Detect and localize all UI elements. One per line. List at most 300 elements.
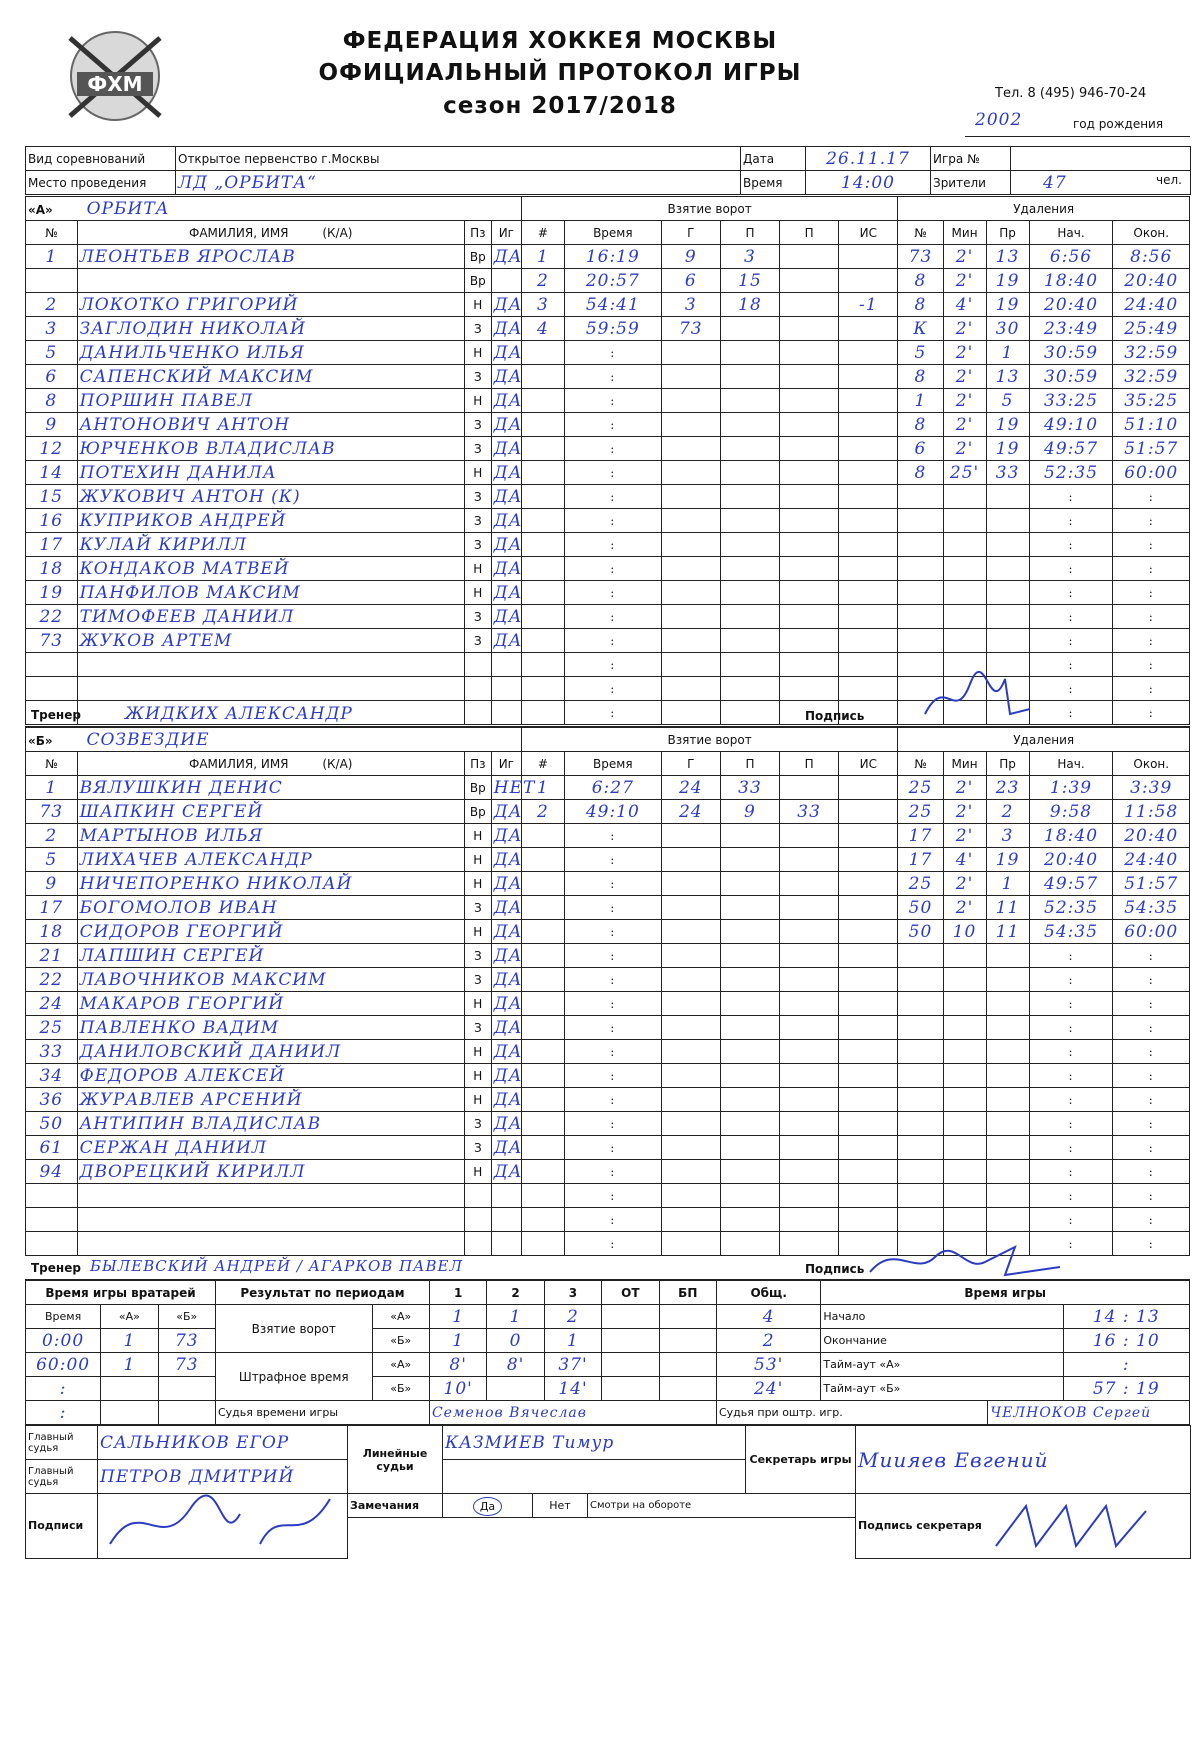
goal-assist2 [780, 776, 839, 800]
goal-is [839, 1112, 898, 1136]
goal-n [521, 872, 564, 896]
gk-title: Время игры вратарей [26, 1281, 216, 1305]
info-table [25, 146, 1191, 195]
player-name: ДВОРЕЦКИЙ КИРИЛЛ [77, 1160, 464, 1184]
player-pos: З [464, 1112, 491, 1136]
table-row [26, 848, 1190, 872]
player-name [77, 269, 464, 293]
pen-start: : [1029, 677, 1113, 701]
pen-start: : [1029, 1208, 1113, 1232]
pen-min [943, 944, 986, 968]
goal-time: : [564, 677, 661, 701]
pen-start: : [1029, 653, 1113, 677]
pen-pr [986, 1064, 1029, 1088]
goal-assist1 [720, 824, 779, 848]
goal-time: : [564, 341, 661, 365]
goal-assist1 [720, 1064, 779, 1088]
goal-assist2 [780, 485, 839, 509]
col-time: Время [564, 221, 661, 245]
goal-scorer [661, 533, 720, 557]
pen-no: 5 [898, 341, 943, 365]
spect-cell [1011, 171, 1191, 195]
goal-scorer [661, 1208, 720, 1232]
player-name: ФЕДОРОВ АЛЕКСЕЙ [77, 1064, 464, 1088]
pen-min: 2' [943, 872, 986, 896]
player-pos: Н [464, 872, 491, 896]
goal-assist1 [720, 1112, 779, 1136]
player-no: 15 [26, 485, 78, 509]
pen-start: : [1029, 1040, 1113, 1064]
goal-assist2 [780, 653, 839, 677]
goal-assist2 [780, 341, 839, 365]
pen-pr [986, 605, 1029, 629]
goal-time: : [564, 896, 661, 920]
player-plays: ДА [491, 1112, 521, 1136]
pen-min [943, 605, 986, 629]
player-plays: ДА [491, 944, 521, 968]
player-pos: З [464, 533, 491, 557]
goal-assist1 [720, 872, 779, 896]
player-no: 94 [26, 1160, 78, 1184]
officials-table [25, 1425, 1191, 1559]
goal-scorer [661, 365, 720, 389]
pen-pr [986, 1040, 1029, 1064]
player-pos: Н [464, 1064, 491, 1088]
player-pos: Н [464, 920, 491, 944]
goals-b-tag: «Б» [372, 1329, 429, 1353]
pen-end: : [1113, 509, 1190, 533]
goal-assist2 [780, 872, 839, 896]
pen-no [898, 944, 943, 968]
player-name: ЮРЧЕНКОВ ВЛАДИСЛАВ [77, 437, 464, 461]
goal-is [839, 776, 898, 800]
table-row [26, 461, 1190, 485]
player-no: 19 [26, 581, 78, 605]
player-no: 73 [26, 800, 78, 824]
col-time-b: Время [564, 752, 661, 776]
pen-min: 10 [943, 920, 986, 944]
goal-n: 2 [521, 269, 564, 293]
signs-cell [98, 1494, 348, 1559]
pen-start: : [1029, 581, 1113, 605]
player-no: 17 [26, 533, 78, 557]
goal-n: 2 [521, 800, 564, 824]
player-plays: ДА [491, 413, 521, 437]
goal-is [839, 872, 898, 896]
pen-start: 20:40 [1029, 293, 1113, 317]
player-plays: ДА [491, 800, 521, 824]
goal-assist2 [780, 629, 839, 653]
pen-start: : [1029, 1064, 1113, 1088]
goal-time: : [564, 701, 661, 725]
player-name: ЗАГЛОДИН НИКОЛАЙ [77, 317, 464, 341]
goal-scorer [661, 341, 720, 365]
table-row [26, 1208, 1190, 1232]
player-pos: З [464, 944, 491, 968]
player-pos: Н [464, 1160, 491, 1184]
goal-is [839, 317, 898, 341]
season-title: сезон 2017/2018 [443, 93, 677, 119]
goal-assist1: 9 [720, 800, 779, 824]
goal-assist1 [720, 605, 779, 629]
player-name: АНТОНОВИЧ АНТОН [77, 413, 464, 437]
table-row [26, 1016, 1190, 1040]
pen-pr: 11 [986, 920, 1029, 944]
pen-no [898, 1184, 943, 1208]
pen-no: 1 [898, 389, 943, 413]
player-no: 34 [26, 1064, 78, 1088]
col-g: Г [661, 221, 720, 245]
pen-no: 17 [898, 824, 943, 848]
player-no: 25 [26, 1016, 78, 1040]
spect-value: 47 [1043, 172, 1067, 193]
player-pos: Н [464, 992, 491, 1016]
goal-assist2 [780, 461, 839, 485]
end-label: Окончание [821, 1329, 1063, 1353]
pen-pr: 19 [986, 413, 1029, 437]
team-b-sign-label: Подпись [805, 1262, 865, 1276]
player-plays: ДА [491, 317, 521, 341]
player-name: СЕРЖАН ДАНИИЛ [77, 1136, 464, 1160]
pen-min: 2' [943, 365, 986, 389]
player-plays: ДА [491, 968, 521, 992]
col-start: Нач. [1029, 221, 1113, 245]
player-pos: З [464, 605, 491, 629]
lines: КАЗМИЕВ Тимур [443, 1426, 746, 1460]
pen-start: : [1029, 509, 1113, 533]
pen-start: : [1029, 1232, 1113, 1256]
pen-min [943, 1184, 986, 1208]
player-no: 8 [26, 389, 78, 413]
remarks-label: Замечания [348, 1494, 443, 1518]
player-plays: ДА [491, 581, 521, 605]
player-plays: ДА [491, 896, 521, 920]
goal-n [521, 677, 564, 701]
to-a-label: Тайм-аут «А» [821, 1353, 1063, 1377]
goal-time: 16:19 [564, 245, 661, 269]
col-min-b: Мин [943, 752, 986, 776]
player-name: КУПРИКОВ АНДРЕЙ [77, 509, 464, 533]
goal-n: 1 [521, 776, 564, 800]
player-plays: ДА [491, 920, 521, 944]
pen-end: 32:59 [1113, 365, 1190, 389]
goal-is [839, 605, 898, 629]
game-label: Игра № [931, 147, 1011, 171]
pen-end: : [1113, 677, 1190, 701]
place-label: Место проведения [26, 171, 176, 195]
pen-start: 18:40 [1029, 269, 1113, 293]
goal-time: : [564, 944, 661, 968]
lines-label: Линейные судьи [348, 1426, 443, 1494]
goal-n [521, 389, 564, 413]
goal-is [839, 1136, 898, 1160]
pen-pr [986, 1136, 1029, 1160]
player-pos: З [464, 509, 491, 533]
goal-is [839, 800, 898, 824]
player-name: ПОРШИН ПАВЕЛ [77, 389, 464, 413]
table-row [26, 341, 1190, 365]
player-plays: ДА [491, 245, 521, 269]
goal-assist1 [720, 581, 779, 605]
col-hash-b: # [521, 752, 564, 776]
pen-min [943, 485, 986, 509]
player-no: 1 [26, 245, 78, 269]
player-plays [491, 1184, 521, 1208]
goal-is [839, 1208, 898, 1232]
goal-assist2 [780, 896, 839, 920]
pen-no: 17 [898, 848, 943, 872]
player-plays: ДА [491, 1016, 521, 1040]
player-pos: З [464, 317, 491, 341]
pen-start: 6:56 [1029, 245, 1113, 269]
pen-end: : [1113, 1184, 1190, 1208]
pen-no [898, 533, 943, 557]
header [0, 0, 1192, 150]
goal-is [839, 245, 898, 269]
pen-min [943, 1112, 986, 1136]
pen-start: : [1029, 1160, 1113, 1184]
goal-is [839, 992, 898, 1016]
goal-scorer [661, 413, 720, 437]
goal-assist2 [780, 992, 839, 1016]
goal-time: : [564, 485, 661, 509]
pen-pr: 19 [986, 293, 1029, 317]
team-b-name-cell [26, 728, 522, 752]
goal-is [839, 461, 898, 485]
pen-start: 30:59 [1029, 341, 1113, 365]
pen-no [898, 1136, 943, 1160]
player-no [26, 269, 78, 293]
pen-start: 49:57 [1029, 437, 1113, 461]
goal-time: : [564, 1088, 661, 1112]
player-name: ЖУКОВ АРТЕМ [77, 629, 464, 653]
player-plays: ДА [491, 365, 521, 389]
goal-n [521, 920, 564, 944]
player-pos: З [464, 1016, 491, 1040]
goal-n [521, 1040, 564, 1064]
goal-n [521, 1184, 564, 1208]
goal-n [521, 533, 564, 557]
goal-n: 1 [521, 245, 564, 269]
player-name: ДАНИЛОВСКИЙ ДАНИИЛ [77, 1040, 464, 1064]
col-min: Мин [943, 221, 986, 245]
goal-is [839, 1064, 898, 1088]
pen-end: : [1113, 581, 1190, 605]
table-row [26, 1136, 1190, 1160]
goal-assist2 [780, 581, 839, 605]
player-no: 1 [26, 776, 78, 800]
pen-end: : [1113, 944, 1190, 968]
goal-assist2 [780, 920, 839, 944]
player-pos: З [464, 365, 491, 389]
goal-assist2 [780, 293, 839, 317]
pen-pr: 19 [986, 437, 1029, 461]
goal-scorer [661, 920, 720, 944]
pen-start: 9:58 [1029, 800, 1113, 824]
pen-end: 54:35 [1113, 896, 1190, 920]
pen-no [898, 992, 943, 1016]
player-name: ЛИХАЧЕВ АЛЕКСАНДР [77, 848, 464, 872]
player-pos [464, 1184, 491, 1208]
goal-time: : [564, 605, 661, 629]
player-plays [491, 269, 521, 293]
player-pos: З [464, 1136, 491, 1160]
pen-end: : [1113, 1064, 1190, 1088]
pen-min [943, 1160, 986, 1184]
pen-end: : [1113, 968, 1190, 992]
player-pos [464, 677, 491, 701]
table-row [26, 557, 1190, 581]
player-no [26, 1184, 78, 1208]
pim-b-total: 24' [716, 1377, 820, 1401]
pen-no: 50 [898, 896, 943, 920]
pen-end: : [1113, 653, 1190, 677]
team-a-signature-icon [915, 664, 1035, 724]
goal-n [521, 1208, 564, 1232]
res-p2: 2 [487, 1281, 544, 1305]
player-pos: З [464, 896, 491, 920]
col-start-b: Нач. [1029, 752, 1113, 776]
goal-assist2 [780, 1064, 839, 1088]
secretary-sign-cell: Подпись секретаря [856, 1494, 1191, 1559]
table-row [26, 629, 1190, 653]
goal-n: 4 [521, 317, 564, 341]
player-no: 22 [26, 605, 78, 629]
goal-n [521, 824, 564, 848]
goal-scorer [661, 1160, 720, 1184]
goal-assist2: 33 [780, 800, 839, 824]
player-pos: Вр [464, 269, 491, 293]
player-no: 17 [26, 896, 78, 920]
goal-time: : [564, 1040, 661, 1064]
pen-pr [986, 944, 1029, 968]
goal-n [521, 605, 564, 629]
player-plays: ДА [491, 485, 521, 509]
pen-min: 2' [943, 776, 986, 800]
goal-assist1 [720, 1232, 779, 1256]
player-plays: ДА [491, 461, 521, 485]
pen-end: 3:39 [1113, 776, 1190, 800]
pen-start: 20:40 [1029, 848, 1113, 872]
pen-end: : [1113, 701, 1190, 725]
goal-n: 3 [521, 293, 564, 317]
pen-pr [986, 581, 1029, 605]
pen-end: 51:57 [1113, 437, 1190, 461]
table-row [26, 1184, 1190, 1208]
pen-no: 25 [898, 872, 943, 896]
goal-scorer [661, 824, 720, 848]
goal-assist1 [720, 944, 779, 968]
pen-pr [986, 1208, 1029, 1232]
goal-n [521, 1160, 564, 1184]
goal-n [521, 1136, 564, 1160]
goal-time: : [564, 920, 661, 944]
pen-min [943, 992, 986, 1016]
pen-pr: 2 [986, 800, 1029, 824]
pen-start: : [1029, 533, 1113, 557]
player-no: 5 [26, 341, 78, 365]
pen-min [943, 557, 986, 581]
goal-time: : [564, 1112, 661, 1136]
player-name: ЛОКОТКО ГРИГОРИЙ [77, 293, 464, 317]
pen-min [943, 533, 986, 557]
player-name: ВЯЛУШКИН ДЕНИС [77, 776, 464, 800]
player-pos [464, 1208, 491, 1232]
goal-is [839, 677, 898, 701]
pen-min [943, 1040, 986, 1064]
pen-pr [986, 557, 1029, 581]
goal-time: : [564, 509, 661, 533]
col-p1-b: П [720, 752, 779, 776]
player-pos: Н [464, 581, 491, 605]
goal-scorer [661, 461, 720, 485]
signs-label: Подписи [26, 1494, 98, 1559]
player-plays: ДА [491, 509, 521, 533]
pen-start: : [1029, 992, 1113, 1016]
player-no [26, 653, 78, 677]
player-plays [491, 1232, 521, 1256]
player-name: ЛАПШИН СЕРГЕЙ [77, 944, 464, 968]
goal-time: : [564, 365, 661, 389]
player-no: 3 [26, 317, 78, 341]
pen-min [943, 581, 986, 605]
goal-is [839, 581, 898, 605]
pen-no: 8 [898, 293, 943, 317]
goal-is [839, 920, 898, 944]
goal-n [521, 341, 564, 365]
pen-min: 2' [943, 896, 986, 920]
goal-is [839, 629, 898, 653]
pen-start: : [1029, 557, 1113, 581]
player-no: 21 [26, 944, 78, 968]
team-a-coach-label: Тренер [31, 708, 81, 722]
goal-assist2 [780, 944, 839, 968]
table-row [26, 1088, 1190, 1112]
goal-assist2 [780, 1184, 839, 1208]
comp-value: Открытое первенство г.Москвы [176, 147, 741, 171]
summary-table: Время игры вратарей Результат по периодам 1 2 3 ОТ БП Общ. Время игры Время «А» «Б» Взятие ворот «А» 1 1 2 4 Начало 14 : 13 0:00 1 73 «Б» 1 0 1 2 Окончание 16 : 10 60:00 1 73 Штрафное время «А» 8' 8' 37' 53' Тайм-аут «А» : : «Б» 10' 14' 24' Тайм-аут «Б» 57 : 19 : Судья времени игры Семенов Вячеслав Судья при оштр. игр. ЧЕЛНОКОВ Сергей [25, 1280, 1190, 1425]
table-row [26, 1160, 1190, 1184]
col-pen-no: № [898, 221, 943, 245]
player-plays: ДА [491, 605, 521, 629]
goal-time: : [564, 968, 661, 992]
goal-n [521, 1232, 564, 1256]
pen-no: 50 [898, 920, 943, 944]
goal-assist1 [720, 848, 779, 872]
goal-time: 20:57 [564, 269, 661, 293]
team-b-table [25, 727, 1190, 1256]
pen-end: : [1113, 485, 1190, 509]
goal-scorer [661, 1136, 720, 1160]
goal-scorer [661, 653, 720, 677]
player-name: ЛЕОНТЬЕВ ЯРОСЛАВ [77, 245, 464, 269]
player-no: 36 [26, 1088, 78, 1112]
see-back: Смотри на обороте [588, 1494, 856, 1518]
goal-assist1: 3 [720, 245, 779, 269]
goal-n [521, 1088, 564, 1112]
comp-label: Вид соревнований [26, 147, 176, 171]
penalty-judge-label: Судья при оштр. игр. [716, 1401, 987, 1425]
col-pz: Пз [464, 221, 491, 245]
player-no [26, 1232, 78, 1256]
goal-is [839, 269, 898, 293]
pen-pr [986, 1016, 1029, 1040]
goal-is [839, 557, 898, 581]
main1-label: Главный судья [26, 1426, 98, 1460]
goal-time: : [564, 1184, 661, 1208]
pen-end: : [1113, 1208, 1190, 1232]
pen-no [898, 1064, 943, 1088]
